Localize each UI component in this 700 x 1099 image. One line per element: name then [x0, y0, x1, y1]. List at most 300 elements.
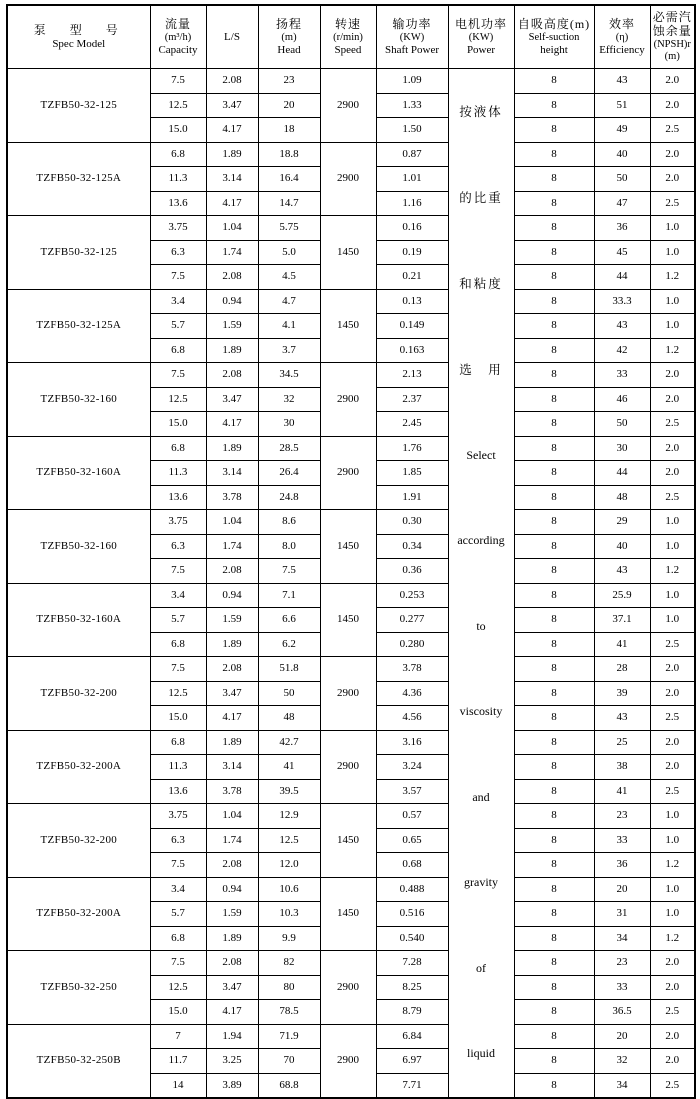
cell-shaft-power: 7.71: [376, 1073, 448, 1098]
cell-npsh: 2.0: [650, 1049, 695, 1074]
cell-efficiency: 23: [594, 951, 650, 976]
cell-npsh: 2.5: [650, 779, 695, 804]
cell-ls: 0.94: [206, 583, 258, 608]
cell-head: 18.8: [258, 142, 320, 167]
header-row: [7, 5, 695, 69]
cell-self-suction-height: 8: [514, 559, 594, 584]
cell-npsh: 1.0: [650, 877, 695, 902]
cell-efficiency: 23: [594, 804, 650, 829]
cell-self-suction-height: 8: [514, 1000, 594, 1025]
cell-head: 78.5: [258, 1000, 320, 1025]
note-line-cn: 的比重: [459, 190, 503, 205]
cell-efficiency: 34: [594, 926, 650, 951]
cell-self-suction-height: 8: [514, 363, 594, 388]
cell-shaft-power: 8.79: [376, 1000, 448, 1025]
cell-self-suction-height: 8: [514, 338, 594, 363]
cell-npsh: 2.5: [650, 1000, 695, 1025]
cell-capacity: 12.5: [150, 93, 206, 118]
cell-efficiency: 36: [594, 216, 650, 241]
cell-head: 28.5: [258, 436, 320, 461]
cell-efficiency: 34: [594, 1073, 650, 1098]
cell-ls: 2.08: [206, 363, 258, 388]
cell-capacity: 3.75: [150, 804, 206, 829]
cell-capacity: 11.7: [150, 1049, 206, 1074]
cell-head: 16.4: [258, 167, 320, 192]
cell-efficiency: 38: [594, 755, 650, 780]
cell-head: 71.9: [258, 1024, 320, 1049]
cell-shaft-power: 3.57: [376, 779, 448, 804]
cell-npsh: 2.5: [650, 485, 695, 510]
note-line-en: of: [476, 960, 486, 975]
cell-efficiency: 50: [594, 167, 650, 192]
cell-shaft-power: 0.65: [376, 828, 448, 853]
motor-power-note-stack: [449, 69, 514, 1097]
cell-speed: 2900: [320, 69, 376, 143]
cell-self-suction-height: 8: [514, 1024, 594, 1049]
cell-model: TZFB50-32-125A: [7, 142, 150, 216]
cell-model: TZFB50-32-125: [7, 216, 150, 290]
cell-self-suction-height: 8: [514, 1049, 594, 1074]
cell-shaft-power: 1.76: [376, 436, 448, 461]
cell-shaft-power: 1.16: [376, 191, 448, 216]
cell-motor-power-note: [448, 69, 514, 1099]
table-row: [7, 436, 695, 461]
cell-efficiency: 48: [594, 485, 650, 510]
cell-shaft-power: 6.97: [376, 1049, 448, 1074]
cell-ls: 4.17: [206, 706, 258, 731]
cell-npsh: 2.0: [650, 755, 695, 780]
cell-shaft-power: 1.33: [376, 93, 448, 118]
cell-capacity: 7: [150, 1024, 206, 1049]
cell-model: TZFB50-32-200: [7, 804, 150, 878]
cell-self-suction-height: 8: [514, 706, 594, 731]
cell-efficiency: 44: [594, 265, 650, 290]
cell-shaft-power: 2.45: [376, 412, 448, 437]
cell-self-suction-height: 8: [514, 240, 594, 265]
cell-head: 3.7: [258, 338, 320, 363]
cell-shaft-power: 0.68: [376, 853, 448, 878]
cell-shaft-power: 0.19: [376, 240, 448, 265]
cell-ls: 1.04: [206, 216, 258, 241]
cell-npsh: 1.2: [650, 265, 695, 290]
table-row: [7, 363, 695, 388]
cell-ls: 3.14: [206, 461, 258, 486]
cell-ls: 3.14: [206, 755, 258, 780]
cell-shaft-power: 3.78: [376, 657, 448, 682]
cell-capacity: 6.8: [150, 436, 206, 461]
cell-shaft-power: 6.84: [376, 1024, 448, 1049]
cell-shaft-power: 0.34: [376, 534, 448, 559]
cell-head: 23: [258, 69, 320, 94]
note-line-en: viscosity: [459, 704, 503, 719]
cell-ls: 1.04: [206, 804, 258, 829]
cell-head: 41: [258, 755, 320, 780]
cell-head: 4.5: [258, 265, 320, 290]
cell-self-suction-height: 8: [514, 877, 594, 902]
cell-ls: 3.25: [206, 1049, 258, 1074]
cell-efficiency: 31: [594, 902, 650, 927]
cell-efficiency: 29: [594, 510, 650, 535]
cell-npsh: 2.5: [650, 706, 695, 731]
cell-npsh: 2.5: [650, 1073, 695, 1098]
cell-head: 70: [258, 1049, 320, 1074]
cell-ls: 1.89: [206, 632, 258, 657]
cell-head: 8.0: [258, 534, 320, 559]
cell-npsh: 1.2: [650, 853, 695, 878]
cell-npsh: 1.0: [650, 510, 695, 535]
cell-head: 18: [258, 118, 320, 143]
cell-self-suction-height: 8: [514, 289, 594, 314]
cell-ls: 2.08: [206, 951, 258, 976]
cell-self-suction-height: 8: [514, 191, 594, 216]
cell-efficiency: 20: [594, 877, 650, 902]
cell-ls: 0.94: [206, 877, 258, 902]
note-line-en: according: [457, 533, 505, 548]
cell-self-suction-height: 8: [514, 804, 594, 829]
note-line-en: and: [472, 789, 490, 804]
cell-npsh: 2.0: [650, 1024, 695, 1049]
col-header-self-suction-height: 自吸高度(m) Self-suction height: [514, 5, 594, 69]
col-header-efficiency: 效率 (η) Efficiency: [594, 5, 650, 69]
cell-npsh: 1.2: [650, 338, 695, 363]
table-row: [7, 289, 695, 314]
col-header-ls: L/S: [206, 5, 258, 69]
cell-capacity: 15.0: [150, 412, 206, 437]
cell-shaft-power: 4.36: [376, 681, 448, 706]
cell-ls: 0.94: [206, 289, 258, 314]
cell-head: 68.8: [258, 1073, 320, 1098]
cell-ls: 4.17: [206, 1000, 258, 1025]
cell-self-suction-height: 8: [514, 828, 594, 853]
cell-capacity: 6.3: [150, 240, 206, 265]
cell-shaft-power: 0.13: [376, 289, 448, 314]
cell-shaft-power: 0.540: [376, 926, 448, 951]
cell-speed: 2900: [320, 951, 376, 1025]
cell-head: 12.0: [258, 853, 320, 878]
cell-head: 32: [258, 387, 320, 412]
cell-npsh: 2.0: [650, 975, 695, 1000]
cell-efficiency: 50: [594, 412, 650, 437]
cell-npsh: 2.5: [650, 632, 695, 657]
cell-shaft-power: 0.87: [376, 142, 448, 167]
cell-head: 7.5: [258, 559, 320, 584]
cell-capacity: 6.3: [150, 534, 206, 559]
cell-shaft-power: 2.13: [376, 363, 448, 388]
cell-npsh: 1.0: [650, 828, 695, 853]
cell-speed: 2900: [320, 730, 376, 804]
table-row: [7, 657, 695, 682]
cell-npsh: 1.0: [650, 314, 695, 339]
cell-efficiency: 45: [594, 240, 650, 265]
cell-shaft-power: 4.56: [376, 706, 448, 731]
cell-ls: 2.08: [206, 657, 258, 682]
cell-self-suction-height: 8: [514, 779, 594, 804]
cell-efficiency: 43: [594, 706, 650, 731]
cell-self-suction-height: 8: [514, 69, 594, 94]
cell-capacity: 7.5: [150, 363, 206, 388]
cell-efficiency: 47: [594, 191, 650, 216]
cell-head: 20: [258, 93, 320, 118]
table-row: [7, 583, 695, 608]
cell-model: TZFB50-32-160A: [7, 436, 150, 510]
cell-ls: 3.78: [206, 779, 258, 804]
cell-speed: 2900: [320, 142, 376, 216]
cell-efficiency: 40: [594, 142, 650, 167]
cell-speed: 2900: [320, 657, 376, 731]
cell-efficiency: 49: [594, 118, 650, 143]
table-header: [7, 5, 695, 69]
cell-efficiency: 46: [594, 387, 650, 412]
cell-npsh: 1.0: [650, 534, 695, 559]
cell-npsh: 2.0: [650, 436, 695, 461]
note-line-cn: 选 用: [459, 362, 503, 377]
cell-ls: 1.74: [206, 240, 258, 265]
cell-shaft-power: 0.253: [376, 583, 448, 608]
cell-efficiency: 39: [594, 681, 650, 706]
cell-capacity: 13.6: [150, 191, 206, 216]
cell-self-suction-height: 8: [514, 387, 594, 412]
cell-capacity: 6.8: [150, 632, 206, 657]
cell-ls: 1.59: [206, 608, 258, 633]
cell-shaft-power: 3.24: [376, 755, 448, 780]
cell-efficiency: 32: [594, 1049, 650, 1074]
table-body: [7, 69, 695, 1099]
cell-capacity: 13.6: [150, 485, 206, 510]
cell-shaft-power: 0.280: [376, 632, 448, 657]
cell-shaft-power: 2.37: [376, 387, 448, 412]
cell-capacity: 13.6: [150, 779, 206, 804]
cell-model: TZFB50-32-250B: [7, 1024, 150, 1098]
cell-head: 4.7: [258, 289, 320, 314]
cell-capacity: 7.5: [150, 69, 206, 94]
cell-npsh: 1.0: [650, 902, 695, 927]
cell-capacity: 11.3: [150, 461, 206, 486]
cell-shaft-power: 1.01: [376, 167, 448, 192]
cell-head: 12.5: [258, 828, 320, 853]
cell-shaft-power: 0.57: [376, 804, 448, 829]
cell-self-suction-height: 8: [514, 853, 594, 878]
table-row: [7, 510, 695, 535]
cell-head: 51.8: [258, 657, 320, 682]
cell-npsh: 1.0: [650, 804, 695, 829]
cell-npsh: 2.0: [650, 387, 695, 412]
cell-capacity: 3.4: [150, 289, 206, 314]
cell-ls: 4.17: [206, 191, 258, 216]
cell-npsh: 2.0: [650, 951, 695, 976]
cell-self-suction-height: 8: [514, 167, 594, 192]
cell-ls: 2.08: [206, 559, 258, 584]
cell-efficiency: 51: [594, 93, 650, 118]
cell-efficiency: 44: [594, 461, 650, 486]
cell-npsh: 1.0: [650, 583, 695, 608]
cell-ls: 1.74: [206, 828, 258, 853]
cell-shaft-power: 3.16: [376, 730, 448, 755]
cell-speed: 1450: [320, 289, 376, 363]
cell-npsh: 1.0: [650, 289, 695, 314]
cell-self-suction-height: 8: [514, 142, 594, 167]
cell-npsh: 2.0: [650, 461, 695, 486]
cell-ls: 2.08: [206, 69, 258, 94]
cell-ls: 3.47: [206, 387, 258, 412]
cell-ls: 1.94: [206, 1024, 258, 1049]
cell-capacity: 7.5: [150, 951, 206, 976]
cell-capacity: 6.8: [150, 142, 206, 167]
cell-model: TZFB50-32-125: [7, 69, 150, 143]
cell-model: TZFB50-32-160: [7, 363, 150, 437]
cell-self-suction-height: 8: [514, 681, 594, 706]
cell-npsh: 2.0: [650, 681, 695, 706]
cell-capacity: 3.4: [150, 877, 206, 902]
cell-ls: 2.08: [206, 853, 258, 878]
cell-self-suction-height: 8: [514, 730, 594, 755]
cell-model: TZFB50-32-200A: [7, 877, 150, 951]
cell-self-suction-height: 8: [514, 461, 594, 486]
note-line-cn: 和粘度: [459, 276, 503, 291]
cell-speed: 2900: [320, 363, 376, 437]
cell-self-suction-height: 8: [514, 93, 594, 118]
cell-head: 10.3: [258, 902, 320, 927]
cell-efficiency: 28: [594, 657, 650, 682]
cell-efficiency: 25: [594, 730, 650, 755]
cell-ls: 3.78: [206, 485, 258, 510]
cell-ls: 4.17: [206, 412, 258, 437]
cell-capacity: 7.5: [150, 657, 206, 682]
cell-npsh: 1.0: [650, 216, 695, 241]
cell-capacity: 6.3: [150, 828, 206, 853]
note-line-en: gravity: [464, 875, 498, 890]
cell-capacity: 3.4: [150, 583, 206, 608]
cell-self-suction-height: 8: [514, 216, 594, 241]
cell-head: 39.5: [258, 779, 320, 804]
cell-capacity: 5.7: [150, 902, 206, 927]
cell-capacity: 14: [150, 1073, 206, 1098]
cell-head: 9.9: [258, 926, 320, 951]
cell-capacity: 5.7: [150, 608, 206, 633]
cell-shaft-power: 0.149: [376, 314, 448, 339]
cell-npsh: 1.2: [650, 926, 695, 951]
cell-capacity: 6.8: [150, 926, 206, 951]
note-line-cn: 按液体: [459, 104, 503, 119]
col-header-head: 扬程 (m) Head: [258, 5, 320, 69]
cell-head: 7.1: [258, 583, 320, 608]
table-row: [7, 730, 695, 755]
cell-speed: 1450: [320, 877, 376, 951]
col-header-motor-power: 电机功率 (KW) Power: [448, 5, 514, 69]
col-header-shaft-power: 输功率 (KW) Shaft Power: [376, 5, 448, 69]
cell-shaft-power: 0.30: [376, 510, 448, 535]
cell-efficiency: 25.9: [594, 583, 650, 608]
cell-efficiency: 41: [594, 632, 650, 657]
cell-shaft-power: 0.16: [376, 216, 448, 241]
cell-shaft-power: 8.25: [376, 975, 448, 1000]
cell-ls: 4.17: [206, 118, 258, 143]
cell-model: TZFB50-32-125A: [7, 289, 150, 363]
cell-head: 10.6: [258, 877, 320, 902]
cell-shaft-power: 0.488: [376, 877, 448, 902]
pump-spec-table: [6, 4, 696, 1099]
cell-speed: 1450: [320, 804, 376, 878]
cell-npsh: 2.5: [650, 191, 695, 216]
cell-shaft-power: 1.85: [376, 461, 448, 486]
cell-head: 26.4: [258, 461, 320, 486]
note-line-en: liquid: [466, 1046, 495, 1061]
cell-model: TZFB50-32-160: [7, 510, 150, 584]
cell-shaft-power: 1.50: [376, 118, 448, 143]
cell-head: 82: [258, 951, 320, 976]
cell-capacity: 7.5: [150, 265, 206, 290]
cell-capacity: 6.8: [150, 730, 206, 755]
cell-speed: 2900: [320, 1024, 376, 1098]
cell-npsh: 2.5: [650, 118, 695, 143]
cell-efficiency: 20: [594, 1024, 650, 1049]
cell-model: TZFB50-32-250: [7, 951, 150, 1025]
note-line-en: Select: [466, 448, 496, 463]
cell-efficiency: 30: [594, 436, 650, 461]
cell-shaft-power: 1.09: [376, 69, 448, 94]
cell-capacity: 15.0: [150, 118, 206, 143]
cell-ls: 3.47: [206, 681, 258, 706]
cell-capacity: 15.0: [150, 706, 206, 731]
cell-self-suction-height: 8: [514, 265, 594, 290]
cell-efficiency: 33.3: [594, 289, 650, 314]
col-header-model: 泵 型 号 Spec Model: [7, 5, 150, 69]
cell-efficiency: 42: [594, 338, 650, 363]
cell-efficiency: 33: [594, 363, 650, 388]
cell-npsh: 2.0: [650, 363, 695, 388]
cell-capacity: 12.5: [150, 681, 206, 706]
cell-head: 42.7: [258, 730, 320, 755]
cell-npsh: 2.0: [650, 69, 695, 94]
cell-head: 12.9: [258, 804, 320, 829]
cell-ls: 1.89: [206, 730, 258, 755]
cell-npsh: 2.0: [650, 93, 695, 118]
cell-capacity: 6.8: [150, 338, 206, 363]
table-row: [7, 951, 695, 976]
cell-capacity: 11.3: [150, 167, 206, 192]
cell-head: 50: [258, 681, 320, 706]
cell-ls: 1.74: [206, 534, 258, 559]
cell-efficiency: 40: [594, 534, 650, 559]
cell-shaft-power: 0.163: [376, 338, 448, 363]
cell-self-suction-height: 8: [514, 118, 594, 143]
cell-ls: 1.89: [206, 436, 258, 461]
cell-shaft-power: 0.21: [376, 265, 448, 290]
cell-efficiency: 33: [594, 975, 650, 1000]
col-header-speed: 转速 (r/min) Speed: [320, 5, 376, 69]
cell-self-suction-height: 8: [514, 412, 594, 437]
cell-efficiency: 43: [594, 559, 650, 584]
cell-ls: 3.47: [206, 93, 258, 118]
cell-capacity: 11.3: [150, 755, 206, 780]
cell-head: 5.75: [258, 216, 320, 241]
cell-self-suction-height: 8: [514, 926, 594, 951]
cell-speed: 1450: [320, 510, 376, 584]
cell-speed: 1450: [320, 216, 376, 290]
cell-capacity: 7.5: [150, 559, 206, 584]
cell-npsh: 2.0: [650, 142, 695, 167]
cell-shaft-power: 7.28: [376, 951, 448, 976]
note-line-en: to: [476, 618, 486, 633]
cell-ls: 3.14: [206, 167, 258, 192]
cell-ls: 3.89: [206, 1073, 258, 1098]
table-row: [7, 142, 695, 167]
cell-capacity: 12.5: [150, 387, 206, 412]
cell-npsh: 2.0: [650, 167, 695, 192]
cell-head: 14.7: [258, 191, 320, 216]
cell-self-suction-height: 8: [514, 632, 594, 657]
cell-capacity: 12.5: [150, 975, 206, 1000]
cell-shaft-power: 0.277: [376, 608, 448, 633]
